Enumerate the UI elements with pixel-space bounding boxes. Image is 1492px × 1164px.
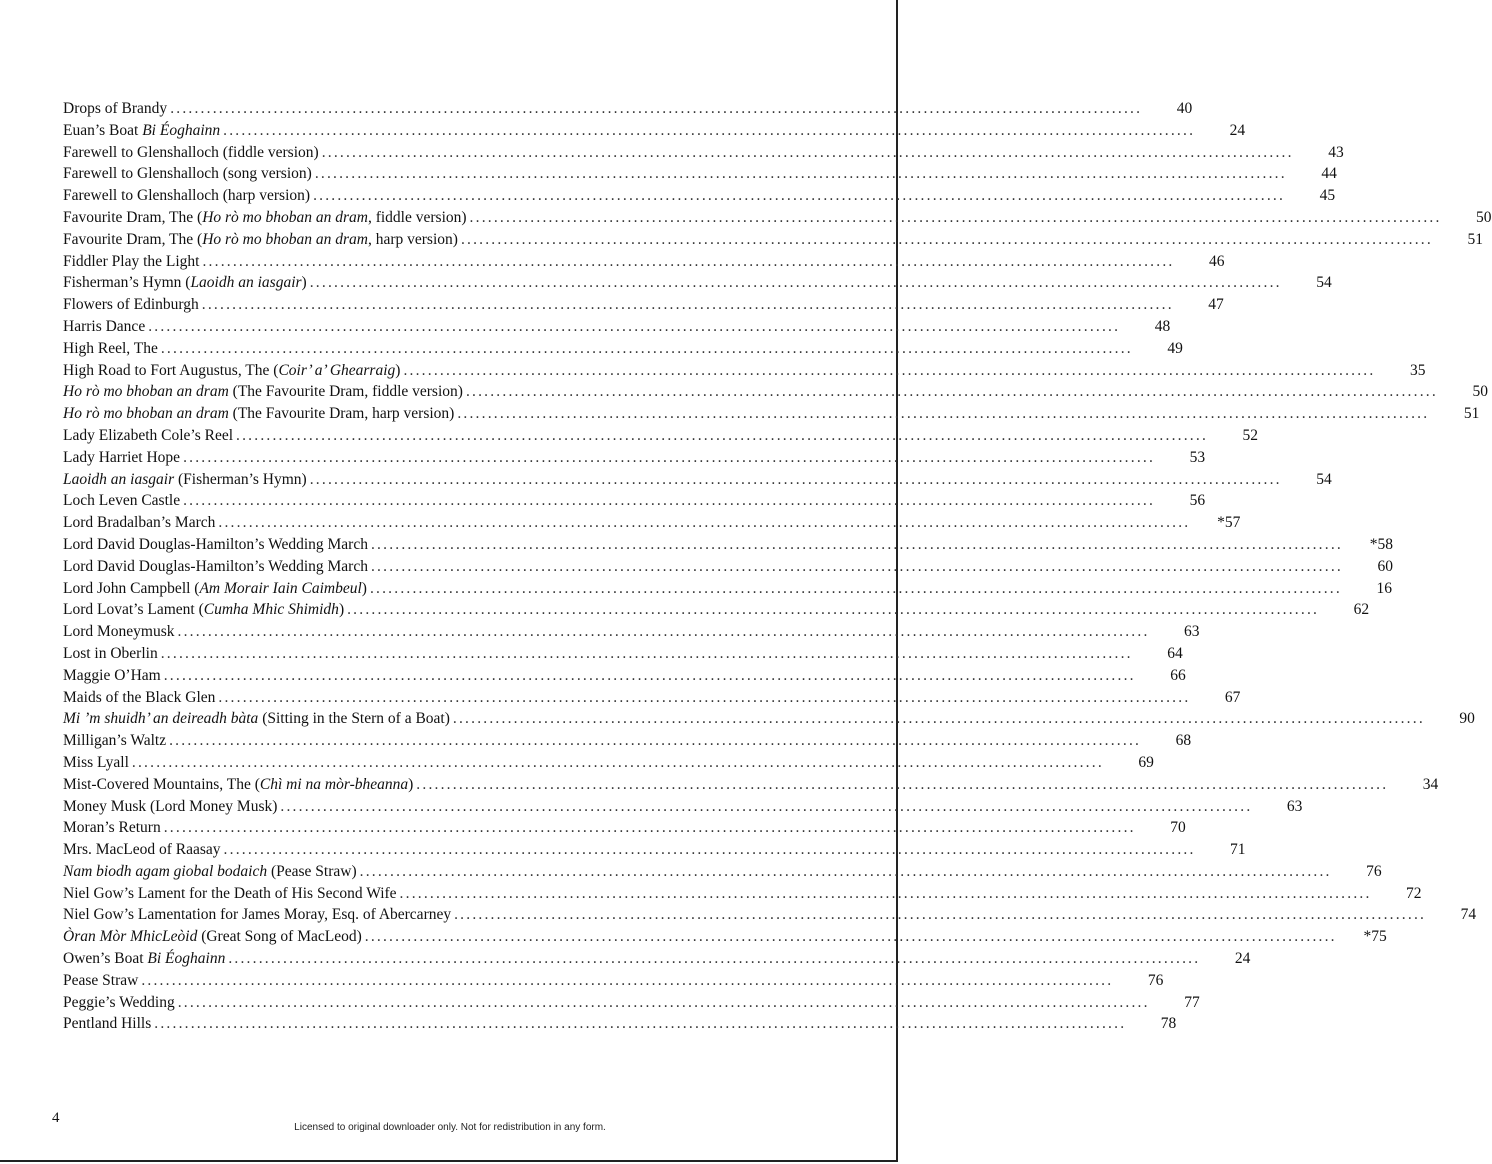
index-entry: [63, 207, 1492, 229]
entry-title: [63, 447, 180, 469]
entry-page-number: 45: [1319, 187, 1336, 205]
index-entry: [63, 425, 1259, 447]
index-entry: [63, 730, 1192, 752]
entry-page-number: 63: [1286, 797, 1303, 815]
entry-page-number: 76: [1366, 862, 1382, 880]
dot-leader: ................................................................................................................................................................: [223, 121, 1196, 139]
entry-page-number: 78: [1160, 1015, 1177, 1033]
entry-title-italic: Ho rò mo bhoban an dram: [63, 383, 229, 401]
index-entry: [63, 796, 1303, 818]
page-number: 4: [52, 1110, 60, 1126]
index-entry: [63, 687, 1241, 709]
dot-leader: ................................................................................................................................................................: [469, 208, 1442, 226]
index-entry: [63, 98, 1193, 120]
entry-title-text: Lord David Douglas-Hamilton’s Wedding March: [63, 535, 368, 553]
entry-title-text: Fiddler Play the Light: [63, 252, 200, 270]
entry-title-text: High Reel, The: [63, 339, 158, 357]
dot-leader: ................................................................................................................................................................: [218, 688, 1191, 706]
entry-title-text: Mist-Covered Mountains, The (: [63, 775, 260, 793]
index-entry: [63, 490, 1206, 512]
entry-title: [63, 643, 158, 665]
entry-page-number: 35: [1409, 361, 1426, 379]
index-entry: [63, 447, 1206, 469]
entry-title: [63, 904, 451, 926]
dot-leader: ................................................................................................................................................................: [370, 535, 1343, 553]
dot-leader: ................................................................................................................................................................: [177, 623, 1150, 641]
dot-leader: ................................................................................................................................................................: [399, 884, 1372, 902]
entry-page-number: 71: [1230, 841, 1246, 859]
index-entry: [63, 599, 1370, 621]
entry-title-text: Moran’s Return: [63, 819, 161, 837]
entry-title-italic: Bi Éoghainn: [142, 121, 221, 139]
entry-title-text: (Sitting in the Stern of a Boat): [258, 710, 450, 728]
entry-title-text: Lady Harriet Hope: [63, 448, 181, 466]
dot-leader: ................................................................................................................................................................: [403, 361, 1376, 379]
dot-leader: ................................................................................................................................................................: [309, 470, 1282, 488]
index-entry: [63, 578, 1392, 600]
index-entry: [63, 294, 1224, 316]
entry-title: [63, 469, 307, 491]
entry-page-number: *57: [1217, 514, 1241, 532]
dot-leader: ................................................................................................................................................................: [359, 862, 1332, 880]
entry-page-number: 56: [1189, 492, 1206, 510]
entry-page-number: 54: [1316, 274, 1332, 292]
entry-title-text: Owen’s Boat: [63, 950, 148, 968]
dot-leader: ................................................................................................................................................................: [160, 644, 1133, 662]
entry-title: [63, 948, 225, 970]
entry-title: [63, 360, 400, 382]
entry-page-number: 67: [1224, 688, 1241, 706]
entry-title: [63, 120, 220, 142]
entry-title: [63, 752, 129, 774]
entry-title-text: Maids of the Black Glen: [63, 688, 216, 706]
dot-leader: ................................................................................................................................................................: [370, 557, 1343, 575]
dot-leader: ................................................................................................................................................................: [183, 448, 1156, 466]
entry-title-italic: Ho rò mo bhoban an dram: [63, 405, 229, 423]
entry-title-text: Peggie’s Wedding: [63, 993, 175, 1011]
entry-title-italic: Mi ’m shuidh’ an deireadh bàta: [63, 710, 259, 728]
entry-title: [63, 599, 344, 621]
index-entry: [63, 120, 1246, 142]
entry-title: [63, 98, 167, 120]
entry-title: [63, 556, 368, 578]
entry-title: [63, 142, 319, 164]
entry-title-text: Lost in Oberlin: [63, 644, 158, 662]
entry-title: [63, 992, 175, 1014]
index-entry: [63, 163, 1337, 185]
entry-page-number: 66: [1170, 666, 1186, 684]
entry-title: [63, 687, 215, 709]
entry-title: [63, 381, 463, 403]
index-entry: [63, 1013, 1177, 1035]
dot-leader: ................................................................................................................................................................: [169, 732, 1142, 750]
entry-title-text: Fisherman’s Hymn (: [63, 274, 191, 292]
entry-page-number: 46: [1208, 252, 1225, 270]
entry-page-number: 90: [1459, 710, 1475, 728]
entry-title-italic: Bi Éoghainn: [147, 950, 226, 968]
entry-page-number: 49: [1167, 339, 1183, 357]
entry-title: [63, 251, 199, 273]
entry-page-number: 40: [1176, 100, 1193, 117]
entry-title: [63, 883, 397, 905]
entry-page-number: 77: [1184, 993, 1200, 1011]
dot-leader: ................................................................................................................................................................: [228, 950, 1201, 968]
entry-title: [63, 970, 138, 992]
entry-title-italic: Ho rò mo bhoban an dram: [202, 208, 368, 226]
index-entry: [63, 272, 1332, 294]
dot-leader: ................................................................................................................................................................: [201, 296, 1174, 314]
dot-leader: ................................................................................................................................................................: [177, 993, 1150, 1011]
license-notice: Licensed to original downloader only. Not for redistribution in any form.: [294, 1122, 606, 1133]
entry-page-number: 54: [1316, 470, 1332, 488]
entry-title: [63, 272, 307, 294]
dot-leader: ................................................................................................................................................................: [454, 906, 1427, 924]
entry-title: [63, 229, 458, 251]
entry-page-number: 50: [1476, 208, 1492, 226]
dot-leader: ................................................................................................................................................................: [236, 426, 1209, 444]
dot-leader: ................................................................................................................................................................: [148, 317, 1121, 335]
entry-title: [63, 316, 145, 338]
entry-page-number: 62: [1353, 601, 1370, 619]
index-entry: [63, 381, 1488, 403]
entry-title-text: (Pease Straw): [267, 862, 357, 880]
entry-title-italic: Òran Mòr MhicLeòid: [63, 928, 198, 946]
index-entry: [63, 360, 1426, 382]
entry-page-number: 34: [1422, 775, 1439, 793]
index-entry: [63, 643, 1183, 665]
index-entry: [63, 316, 1171, 338]
entry-title-italic: Laoidh an iasgair: [63, 470, 175, 488]
entry-page-number: 51: [1467, 230, 1483, 248]
entry-page-number: *75: [1363, 928, 1387, 946]
index-list: [63, 98, 1492, 1035]
entry-title: [63, 294, 199, 316]
entry-title-italic: Coir’ a’ Ghearraig: [278, 361, 396, 379]
entry-title: [63, 578, 367, 600]
entry-title-text: Farewell to Glenshalloch (fiddle version): [63, 143, 319, 161]
dot-leader: ................................................................................................................................................................: [154, 1015, 1127, 1033]
entry-title-text: ): [408, 775, 414, 793]
entry-title-text: Money Musk (Lord Money Musk): [63, 797, 278, 815]
entry-page-number: 69: [1138, 753, 1154, 771]
entry-title-text: Pentland Hills: [63, 1015, 152, 1033]
index-entry: [63, 970, 1164, 992]
entry-title: [63, 490, 180, 512]
entry-page-number: 76: [1147, 971, 1164, 989]
entry-title-text: Niel Gow’s Lamentation for James Moray, Esq. of Abercarney: [63, 906, 452, 924]
dot-leader: ................................................................................................................................................................: [347, 601, 1320, 619]
entry-page-number: 43: [1328, 143, 1344, 161]
entry-title-text: Favourite Dram, The (: [63, 208, 203, 226]
entry-title: [63, 730, 166, 752]
entry-title-text: Pease Straw: [63, 971, 139, 989]
entry-title-text: Niel Gow’s Lament for the Death of His Second Wife: [63, 884, 397, 902]
dot-leader: ................................................................................................................................................................: [452, 710, 1425, 728]
index-entry: [63, 338, 1183, 360]
entry-title-text: Lady Elizabeth Cole’s Reel: [63, 426, 234, 444]
entry-page-number: 47: [1208, 296, 1224, 314]
index-entry: [63, 403, 1480, 425]
index-entry: [63, 861, 1382, 883]
index-entry: [63, 251, 1225, 273]
index-entry: [63, 883, 1422, 905]
entry-title-text: (The Favourite Dram, harp version): [228, 405, 455, 423]
dot-leader: ................................................................................................................................................................: [218, 514, 1191, 532]
entry-page-number: 63: [1184, 623, 1200, 641]
entry-title-text: Lord John Campbell (: [63, 579, 200, 597]
dot-leader: ................................................................................................................................................................: [313, 187, 1286, 205]
index-entry: [63, 621, 1200, 643]
entry-page-number: 72: [1406, 884, 1422, 902]
index-entry: [63, 904, 1477, 926]
dot-leader: ................................................................................................................................................................: [416, 775, 1389, 793]
entry-title-text: Lord Moneymusk: [63, 623, 175, 641]
entry-title-text: Miss Lyall: [63, 753, 129, 771]
dot-leader: ................................................................................................................................................................: [314, 165, 1287, 183]
entry-title: [63, 163, 312, 185]
dot-leader: ................................................................................................................................................................: [309, 274, 1282, 292]
entry-page-number: 68: [1175, 732, 1192, 750]
dot-leader: ................................................................................................................................................................: [321, 143, 1294, 161]
entry-page-number: 44: [1321, 165, 1337, 183]
entry-title-text: Euan’s Boat: [63, 121, 143, 139]
entry-title: [63, 403, 454, 425]
entry-title: [63, 425, 233, 447]
index-entry: [63, 556, 1393, 578]
entry-title-italic: Am Morair Iain Caimbeul: [199, 579, 362, 597]
entry-page-number: 24: [1234, 950, 1251, 968]
entry-title: [63, 534, 368, 556]
index-entry: [63, 469, 1332, 491]
entry-title-text: Drops of Brandy: [63, 100, 168, 117]
index-entry: [63, 665, 1186, 687]
entry-page-number: 52: [1242, 426, 1259, 444]
dot-leader: ................................................................................................................................................................: [457, 405, 1430, 423]
entry-title: [63, 185, 310, 207]
entry-title-text: (Great Song of MacLeod): [197, 928, 362, 946]
entry-title: [63, 621, 175, 643]
index-entry: [63, 708, 1475, 730]
entry-title: [63, 926, 362, 948]
entry-page-number: 74: [1460, 906, 1477, 924]
entry-title-text: Harris Dance: [63, 317, 146, 335]
index-entry: [63, 534, 1393, 556]
dot-leader: ................................................................................................................................................................: [280, 797, 1253, 815]
entry-page-number: 53: [1189, 448, 1206, 466]
entry-title-text: Mrs. MacLeod of Raasay: [63, 841, 221, 859]
entry-page-number: 24: [1229, 121, 1246, 139]
entry-title-italic: Nam biodh agam giobal bodaich: [63, 862, 268, 880]
dot-leader: ................................................................................................................................................................: [160, 339, 1133, 357]
dot-leader: ................................................................................................................................................................: [364, 928, 1337, 946]
entry-title-text: Milligan’s Waltz: [63, 732, 167, 750]
entry-title-text: ): [395, 361, 401, 379]
entry-page-number: 70: [1170, 819, 1186, 837]
entry-title-text: Flowers of Edinburgh: [63, 296, 199, 314]
entry-title: [63, 338, 158, 360]
entry-title: [63, 817, 161, 839]
entry-title-text: , harp version): [367, 230, 458, 248]
entry-title: [63, 796, 277, 818]
index-entry: [63, 948, 1251, 970]
index-entry: [63, 774, 1439, 796]
entry-title-text: (Fisherman’s Hymn): [174, 470, 307, 488]
index-entry: [63, 229, 1483, 251]
entry-title-text: (The Favourite Dram, fiddle version): [228, 383, 463, 401]
entry-title-text: Maggie O’Ham: [63, 666, 161, 684]
entry-title: [63, 839, 221, 861]
entry-title-text: Lord David Douglas-Hamilton’s Wedding March: [63, 557, 368, 575]
entry-page-number: 51: [1463, 405, 1480, 423]
index-entry: [63, 839, 1246, 861]
entry-title-text: ): [361, 579, 367, 597]
dot-leader: ................................................................................................................................................................: [183, 492, 1156, 510]
index-entry: [63, 992, 1200, 1014]
entry-page-number: 64: [1167, 644, 1183, 662]
dot-leader: ................................................................................................................................................................: [460, 230, 1433, 248]
index-entry: [63, 185, 1336, 207]
entry-title-text: High Road to Fort Augustus, The (: [63, 361, 279, 379]
entry-page-number: 50: [1472, 383, 1488, 401]
entry-title: [63, 774, 413, 796]
dot-leader: ................................................................................................................................................................: [131, 753, 1104, 771]
dot-leader: ................................................................................................................................................................: [369, 579, 1342, 597]
entry-title-text: Lord Lovat’s Lament (: [63, 601, 204, 619]
entry-title-text: Farewell to Glenshalloch (harp version): [63, 187, 311, 205]
entry-page-number: 48: [1154, 317, 1171, 335]
entry-page-number: 16: [1376, 579, 1392, 597]
entry-title: [63, 512, 215, 534]
dot-leader: ................................................................................................................................................................: [465, 383, 1438, 401]
entry-page-number: *58: [1369, 535, 1393, 553]
index-entry: [63, 752, 1154, 774]
entry-title: [63, 665, 161, 687]
index-entry: [63, 926, 1387, 948]
index-entry: [63, 817, 1186, 839]
entry-title-text: ): [301, 274, 307, 292]
index-entry: [63, 142, 1344, 164]
entry-title: [63, 207, 467, 229]
entry-page-number: 60: [1377, 557, 1393, 575]
entry-title: [63, 861, 357, 883]
entry-title: [63, 708, 450, 730]
entry-title: [63, 1013, 151, 1035]
entry-title-text: , fiddle version): [367, 208, 467, 226]
entry-title-italic: Ho rò mo bhoban an dram: [202, 230, 368, 248]
index-entry: [63, 512, 1241, 534]
entry-title-text: Farewell to Glenshalloch (song version): [63, 165, 312, 183]
dot-leader: ................................................................................................................................................................: [163, 819, 1136, 837]
dot-leader: ................................................................................................................................................................: [170, 100, 1143, 117]
entry-title-italic: Laoidh an iasgair: [190, 274, 302, 292]
entry-title-text: ): [338, 601, 345, 619]
dot-leader: ................................................................................................................................................................: [223, 841, 1196, 859]
entry-title-italic: Chì mi na mòr-bheanna: [259, 775, 409, 793]
dot-leader: ................................................................................................................................................................: [141, 971, 1114, 989]
entry-title-italic: Cumha Mhic Shimidh: [203, 601, 339, 619]
dot-leader: ................................................................................................................................................................: [163, 666, 1136, 684]
entry-title-text: Loch Leven Castle: [63, 492, 181, 510]
entry-title-text: Lord Bradalban’s March: [63, 514, 216, 532]
entry-title-text: Favourite Dram, The (: [63, 230, 203, 248]
dot-leader: ................................................................................................................................................................: [202, 252, 1175, 270]
